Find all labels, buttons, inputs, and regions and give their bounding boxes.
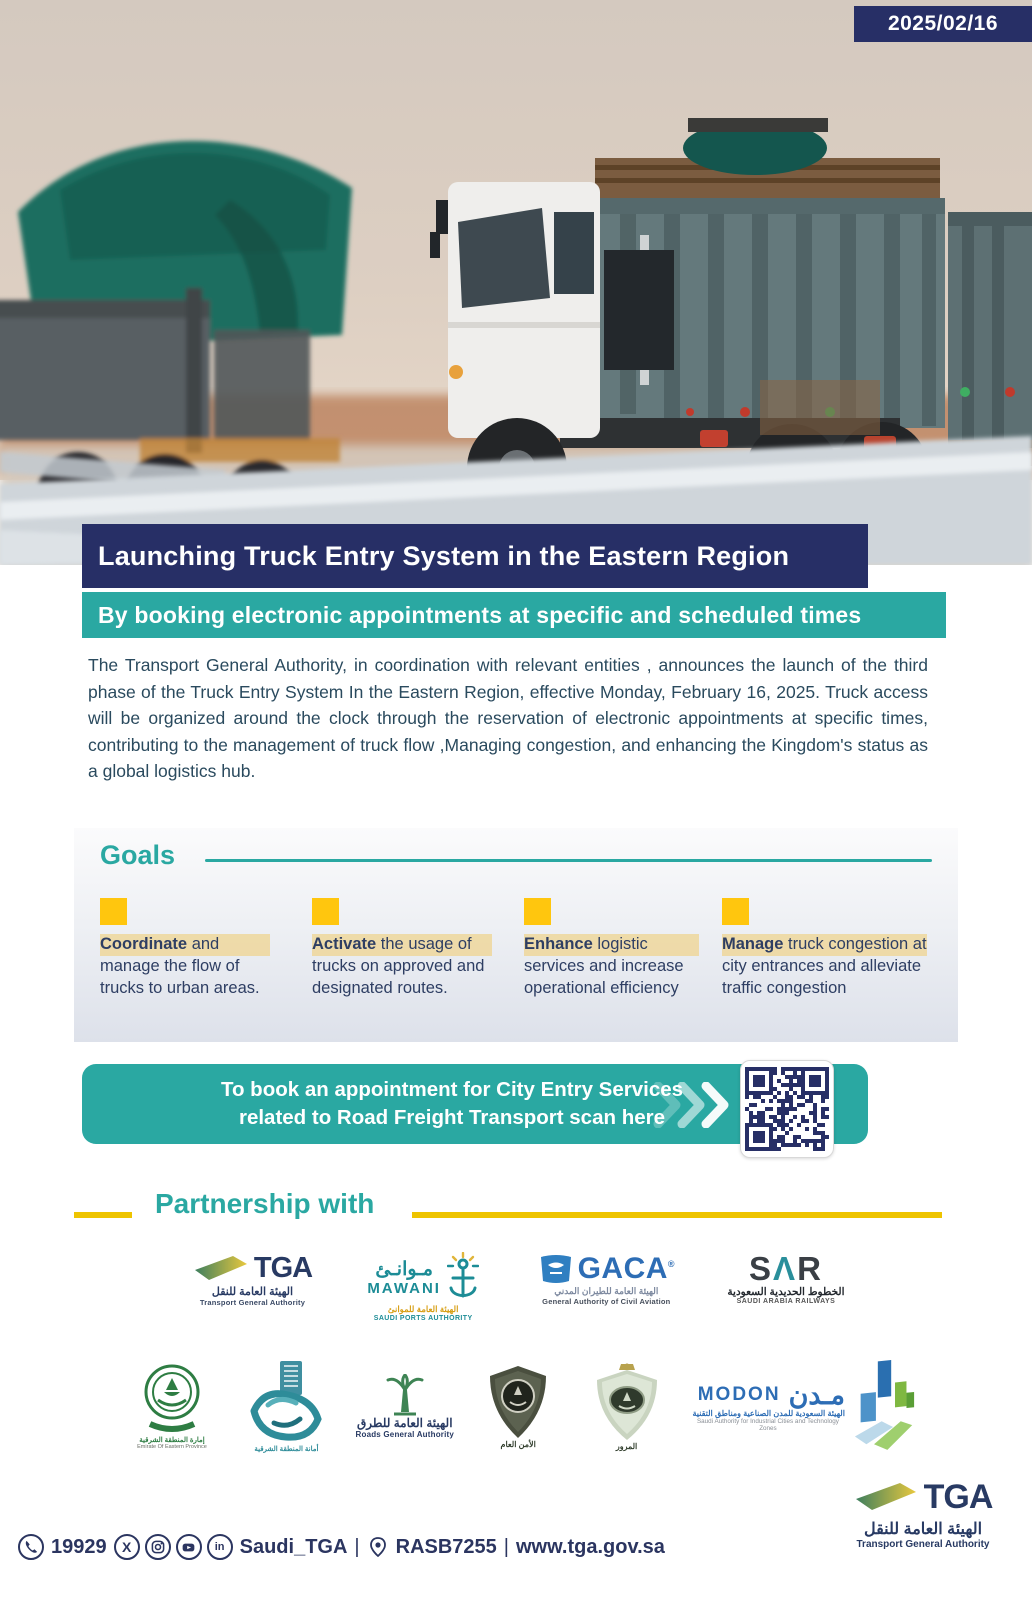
social-handle[interactable]: Saudi_TGA [239,1535,348,1558]
gaca-wordmark: GACA® [577,1252,676,1285]
gaca-english-name: General Authority of Civil Aviation [542,1297,671,1306]
sar-english-name: SAUDI ARABIA RAILWAYS [736,1298,836,1305]
footer-contact-bar [18,1534,665,1560]
qr-code[interactable] [740,1060,834,1158]
goals-divider-line [205,859,932,862]
logo-modon [691,1360,916,1452]
linkedin-icon[interactable]: in [207,1534,233,1560]
goal-rest-text: logistic services and increase operational efficiency [524,935,684,997]
cta-text: To book an appointment for City Entry Services related to Road Freight Transport scan here [220,1078,684,1129]
goal-lead-word: Manage [722,935,784,953]
goal-item-enhance [524,898,699,999]
goal-rest-text: the usage of trucks on approved and designated routes. [312,935,485,997]
tga-arrow-icon [193,1254,249,1284]
partner-logos-row-2 [126,1346,916,1466]
website-link[interactable]: www.tga.gov.sa [516,1535,665,1558]
traffic-arabic-name: المرور [615,1441,638,1451]
instagram-icon[interactable] [145,1534,171,1560]
tga-english-name: Transport General Authority [856,1539,990,1550]
tga-arabic-name: الهيئة العامة للنقل [211,1286,294,1298]
partner-logos-row-1 [190,1252,845,1347]
partnership-line-left [74,1212,132,1218]
goal-bullet-square [100,898,127,925]
logo-eastern-emirate [126,1362,218,1450]
logo-tga [190,1252,315,1307]
logo-eastern-municipality [237,1359,335,1453]
gaca-arabic-name: الهيئة العامة للطيران المدني [554,1286,659,1296]
modon-english-name: Saudi Authority for Industrial Cities and Technology Zones [696,1417,839,1432]
logo-traffic-police [582,1362,672,1451]
hero-truck-photo [0,0,1032,565]
tga-wordmark: TGA [253,1252,313,1284]
goal-item-coordinate [100,898,270,999]
palm-tree-icon [386,1374,424,1416]
goal-bullet-square [524,898,551,925]
modon-arabic-name: الهيئة السعودية للمدن الصناعية ومناطق التقنية [692,1408,845,1418]
right-truck [948,212,1032,466]
date-badge: 2025/02/16 [854,6,1032,42]
main-title-banner: Launching Truck Entry System in the Eastern Region [82,524,868,588]
sar-arabic-name: الخطوط الحديدية السعودية [727,1286,845,1298]
x-twitter-icon[interactable]: X [114,1534,140,1560]
youtube-icon[interactable] [176,1534,202,1560]
goal-lead-word: Coordinate [100,935,188,953]
mawani-arabic-name: الهيئة العامة للموانئ [387,1304,459,1314]
goal-lead-word: Enhance [524,935,593,953]
goal-bullet-square [722,898,749,925]
municipality-arabic-name: أمانة المنطقة الشرقية [254,1446,319,1453]
goal-bullet-square [312,898,339,925]
emirate-emblem-icon [140,1362,204,1436]
partnership-heading: Partnership with [155,1188,375,1219]
mawani-wordmark: MAWANI [367,1279,441,1297]
footer-tga-logo [838,1478,1008,1550]
logo-roads-authority [355,1374,455,1439]
mawani-english-name: SAUDI PORTS AUTHORITY [373,1315,473,1322]
partnership-line-right [412,1212,942,1218]
municipality-calligraphy-icon [244,1359,328,1445]
roads-arabic-name: الهيئة العامة للطرق [356,1415,453,1430]
rasb-app-icon [367,1534,389,1560]
social-icons [114,1534,233,1560]
tga-arabic-name: الهيئة العامة للنقل [863,1521,983,1538]
goal-item-manage [722,898,927,999]
emirate-english-name: Emirate Of Eastern Province [137,1444,207,1450]
chevrons-right-icon [652,1082,742,1128]
modon-wordmark: MODON [697,1383,781,1405]
tga-wordmark: TGA [923,1478,993,1516]
traffic-badge-icon [593,1362,661,1442]
goal-item-activate [312,898,492,999]
anchor-icon [447,1252,479,1304]
rasb-code: RASB7255 [395,1535,497,1558]
gaca-flag-icon [538,1253,574,1285]
mawani-arabic-wordmark: مـوانـئ [375,1258,433,1280]
phone-number[interactable]: 19929 [51,1535,107,1558]
logo-gaca [531,1252,681,1306]
footer-separator: | [354,1535,360,1558]
public-security-arabic-name: الأمن العام [500,1439,536,1449]
emirate-arabic-name: إمارة المنطقة الشرقية [139,1437,205,1444]
announcement-paragraph: The Transport General Authority, in coordination with relevant entities , announces the launch of the third phase of the Truck Entry System In the Eastern Region, effective Monday, February 16, 2025. Truck access will be organized around the clock through the reservation of electronic appointments at specific times, contributing to the management of truck flow ,Managing congestion, and enhancing the Kingdom's status as a global logistics hub. [88,655,928,781]
roads-english-name: Roads General Authority [355,1429,455,1439]
truck-scene-illustration [0,0,1032,565]
sar-wordmark: SΛR [749,1250,823,1287]
logo-mawani [361,1252,486,1322]
logo-sar [727,1252,845,1305]
qr-code-pattern [745,1067,829,1151]
subtitle-banner: By booking electronic appointments at specific and scheduled times [82,592,946,638]
public-security-badge-icon [486,1364,550,1440]
tga-arrow-icon [854,1481,918,1515]
goal-lead-word: Activate [312,935,377,953]
goal-rest-text: truck congestion at city entrances and alleviate traffic congestion [722,935,927,997]
modon-buildings-icon [853,1360,916,1452]
goals-heading: Goals [100,840,176,870]
phone-icon [18,1534,44,1560]
footer-separator: | [503,1535,509,1558]
modon-arabic-wordmark: مـدن [788,1379,845,1410]
goal-rest-text: and manage the flow of trucks to urban areas. [100,935,260,997]
tga-english-name: Transport General Authority [199,1298,306,1307]
logo-public-security [474,1364,562,1449]
